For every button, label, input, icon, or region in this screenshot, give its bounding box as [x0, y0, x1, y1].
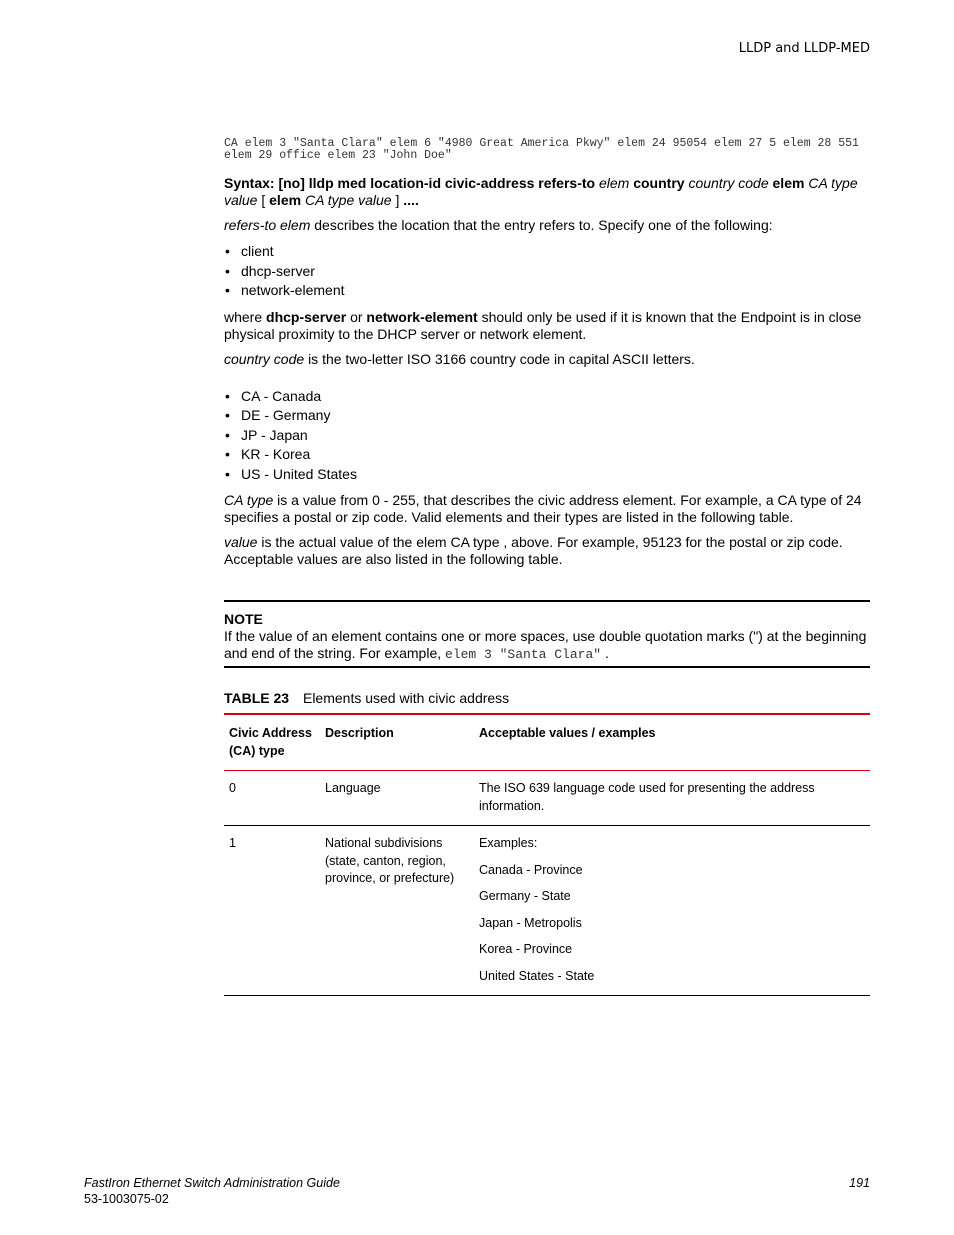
- country-codes-list: [224, 387, 870, 485]
- footer-doc-number: 53-1003075-02: [84, 1192, 169, 1206]
- syntax-bracket-close: ]: [395, 192, 400, 208]
- example-line: United States - State: [479, 968, 595, 983]
- bullet-icon: •: [225, 243, 230, 259]
- list-item: [224, 426, 870, 446]
- table-header-row: [224, 714, 870, 771]
- bullet-icon: •: [225, 262, 230, 279]
- page-footer-left: [84, 1175, 340, 1207]
- syntax-line: [224, 175, 870, 209]
- country-code-text: is the two-letter ISO 3166 country code in capital ASCII letters.: [308, 350, 695, 367]
- column-header-description: Description: [325, 726, 394, 740]
- table-caption-label: TABLE 23: [224, 690, 290, 706]
- example-line: Canada - Province: [479, 862, 583, 877]
- syntax-bracket-open: [: [261, 192, 266, 208]
- value-term: value: [224, 534, 258, 550]
- list-item-text: dhcp-server: [241, 262, 315, 279]
- example-line: Germany - State: [479, 889, 571, 903]
- column-header-ca-type: Civic Address (CA) type: [229, 726, 312, 758]
- refers-to-term: refers-to elem: [224, 217, 311, 233]
- list-item-text: JP - Japan: [241, 426, 308, 443]
- refers-to-text: describes the location that the entry refers to. Specify one of the following:: [314, 217, 773, 233]
- note-body: If the value of an element contains one or more spaces, use double quotation marks (") at the beginning and end of the string. For example,: [224, 628, 867, 661]
- list-item-text: KR - Korea: [241, 446, 311, 462]
- syntax-country-code: country code: [688, 175, 769, 191]
- list-item: [224, 281, 870, 301]
- table-caption-text: Elements used with civic address: [302, 690, 510, 706]
- where-paragraph: [224, 309, 870, 343]
- example-line: Examples:: [479, 836, 538, 850]
- page-header-title: LLDP and LLDP-MED: [738, 41, 870, 56]
- cell-ca-type: 0: [229, 781, 236, 795]
- bullet-icon: •: [225, 446, 230, 462]
- syntax-elem-keyword: elem: [772, 175, 805, 191]
- list-item: [224, 262, 870, 282]
- table-row: [224, 826, 870, 996]
- cell-description: National subdivisions (state, canton, region, province, or prefecture): [325, 836, 455, 885]
- where-text-1: where: [224, 308, 263, 325]
- ca-type-paragraph: [224, 492, 870, 526]
- list-item-text: client: [241, 243, 274, 259]
- refers-to-paragraph: [224, 217, 870, 234]
- country-code-term: country code: [224, 350, 305, 367]
- list-item-text: DE - Germany: [241, 407, 331, 423]
- cell-ca-type: 1: [229, 836, 236, 850]
- syntax-ca-type-value-2: CA type value: [304, 192, 392, 208]
- page-number: 191: [849, 1176, 870, 1190]
- where-bold-dhcp-server: dhcp-server: [266, 308, 347, 325]
- list-item: [224, 387, 870, 407]
- note-text: [224, 628, 870, 663]
- ca-type-term: CA type: [224, 492, 274, 508]
- syntax-ca-type-value: CA type value: [224, 175, 858, 208]
- note-end: .: [604, 645, 609, 661]
- country-code-paragraph: [224, 351, 870, 368]
- cell-values: [474, 826, 870, 996]
- where-bold-network-element: network-element: [366, 308, 478, 325]
- bullet-icon: •: [225, 407, 230, 423]
- bullet-icon: •: [225, 282, 230, 298]
- syntax-elem: elem: [598, 175, 630, 191]
- footer-guide-title: FastIron Ethernet Switch Administration Guide: [84, 1176, 340, 1190]
- example-command: CA elem 3 "Santa Clara" elem 6 "4980 Great America Pkwy" elem 24 95054 elem 27 5 elem 28 551 elem 29 office elem 23 "John Doe": [224, 137, 859, 162]
- note-label: NOTE: [224, 611, 263, 627]
- where-text-3: should only be used if it is known that the Endpoint is in close physical proximity to the DHCP server or network element.: [224, 308, 862, 342]
- list-item: [224, 445, 870, 465]
- list-item-text: US - United States: [241, 465, 357, 482]
- example-line: Japan - Metropolis: [479, 915, 582, 930]
- table-caption: [224, 690, 870, 707]
- note-box: [224, 600, 870, 668]
- list-item-text: network-element: [241, 282, 345, 298]
- cell-description: Language: [325, 781, 381, 795]
- value-text: is the actual value of the elem CA type , above. For example, 95123 for the postal or zip code. Acceptable values are also listed in the following table.: [224, 534, 843, 567]
- syntax-country-keyword: country: [633, 175, 685, 191]
- list-item-text: CA - Canada: [241, 387, 322, 404]
- bullet-icon: •: [225, 465, 230, 482]
- syntax-prefix: Syntax: [no] lldp med location-id civic-address refers-to: [224, 175, 596, 191]
- note-code-example: elem 3 "Santa Clara": [445, 647, 602, 662]
- table-row: [224, 771, 870, 826]
- column-header-acceptable-values: Acceptable values / examples: [479, 726, 656, 740]
- cell-values: The ISO 639 language code used for presenting the address information.: [479, 781, 815, 813]
- bullet-icon: •: [225, 387, 230, 404]
- value-paragraph: [224, 534, 870, 568]
- example-line: Korea - Province: [479, 942, 573, 956]
- list-item: [224, 406, 870, 426]
- bullet-icon: •: [225, 426, 230, 443]
- where-text-2: or: [350, 308, 363, 325]
- refers-to-options-list: [224, 242, 870, 301]
- page-content: [224, 138, 870, 996]
- list-item: [224, 242, 870, 262]
- civic-address-table: [224, 713, 870, 996]
- syntax-elem-keyword-2: elem: [269, 192, 302, 208]
- ca-type-text: is a value from 0 - 255, that describes the civic address element. For example, a CA type of 24 specifies a postal or zip code. Valid elements and their types are listed in the following table.: [224, 492, 862, 525]
- syntax-ellipsis: ....: [403, 192, 419, 208]
- list-item: [224, 465, 870, 485]
